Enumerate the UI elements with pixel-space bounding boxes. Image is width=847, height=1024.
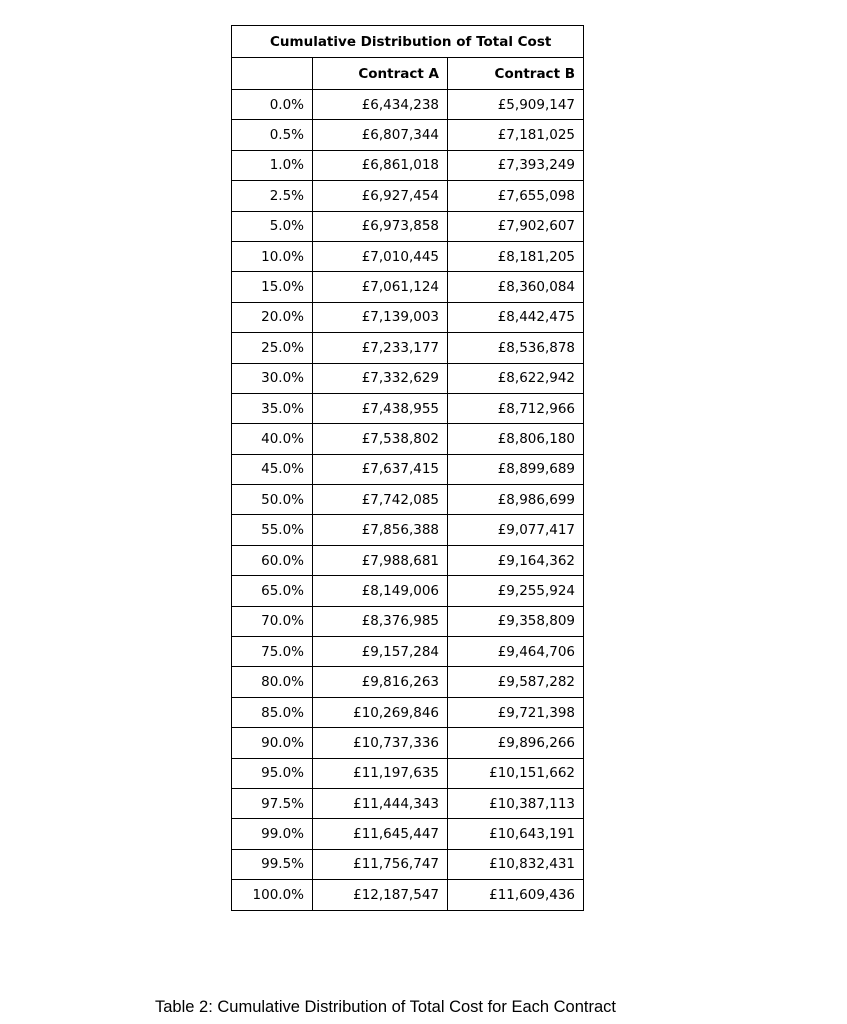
table-title-row — [232, 26, 584, 58]
contract-b-cell: £7,181,025 — [448, 120, 584, 150]
percentile-cell: 100.0% — [232, 880, 313, 910]
contract-b-cell: £8,181,205 — [448, 241, 584, 271]
table-row — [232, 120, 584, 150]
contract-b-cell: £10,387,113 — [448, 788, 584, 818]
contract-a-cell: £10,737,336 — [313, 728, 448, 758]
contract-a-cell: £7,538,802 — [313, 424, 448, 454]
contract-b-cell: £8,806,180 — [448, 424, 584, 454]
percentile-cell: 70.0% — [232, 606, 313, 636]
contract-a-cell: £6,973,858 — [313, 211, 448, 241]
percentile-cell: 15.0% — [232, 272, 313, 302]
contract-a-cell: £7,438,955 — [313, 393, 448, 423]
percentile-cell: 2.5% — [232, 181, 313, 211]
contract-b-cell: £10,643,191 — [448, 819, 584, 849]
percentile-cell: 90.0% — [232, 728, 313, 758]
percentile-cell: 35.0% — [232, 393, 313, 423]
percentile-cell: 99.0% — [232, 819, 313, 849]
contract-a-cell: £7,061,124 — [313, 272, 448, 302]
contract-a-cell: £7,742,085 — [313, 485, 448, 515]
contract-a-cell: £7,856,388 — [313, 515, 448, 545]
table-row — [232, 697, 584, 727]
contract-a-cell: £11,197,635 — [313, 758, 448, 788]
contract-b-cell: £8,986,699 — [448, 485, 584, 515]
percentile-cell: 40.0% — [232, 424, 313, 454]
percentile-cell: 0.5% — [232, 120, 313, 150]
header-contract-b: Contract B — [448, 58, 584, 90]
contract-b-cell: £10,151,662 — [448, 758, 584, 788]
contract-a-cell: £7,332,629 — [313, 363, 448, 393]
table-row — [232, 241, 584, 271]
contract-a-cell: £6,434,238 — [313, 90, 448, 120]
percentile-cell: 25.0% — [232, 333, 313, 363]
distribution-table-container — [231, 25, 583, 911]
contract-b-cell: £9,464,706 — [448, 637, 584, 667]
table-row — [232, 424, 584, 454]
table-header-row — [232, 58, 584, 90]
table-row — [232, 393, 584, 423]
table-body — [232, 90, 584, 911]
contract-a-cell: £8,149,006 — [313, 576, 448, 606]
percentile-cell: 45.0% — [232, 454, 313, 484]
table-row — [232, 333, 584, 363]
header-contract-a: Contract A — [313, 58, 448, 90]
table-row — [232, 728, 584, 758]
contract-a-cell: £7,233,177 — [313, 333, 448, 363]
percentile-cell: 5.0% — [232, 211, 313, 241]
contract-a-cell: £9,157,284 — [313, 637, 448, 667]
contract-b-cell: £9,164,362 — [448, 545, 584, 575]
contract-b-cell: £11,609,436 — [448, 880, 584, 910]
table-row — [232, 576, 584, 606]
contract-a-cell: £7,010,445 — [313, 241, 448, 271]
table-row — [232, 606, 584, 636]
contract-b-cell: £10,832,431 — [448, 849, 584, 879]
contract-b-cell: £9,721,398 — [448, 697, 584, 727]
percentile-cell: 65.0% — [232, 576, 313, 606]
percentile-cell: 95.0% — [232, 758, 313, 788]
contract-b-cell: £8,899,689 — [448, 454, 584, 484]
contract-b-cell: £9,896,266 — [448, 728, 584, 758]
contract-b-cell: £9,077,417 — [448, 515, 584, 545]
table-row — [232, 302, 584, 332]
percentile-cell: 10.0% — [232, 241, 313, 271]
percentile-cell: 60.0% — [232, 545, 313, 575]
contract-a-cell: £10,269,846 — [313, 697, 448, 727]
contract-b-cell: £5,909,147 — [448, 90, 584, 120]
percentile-cell: 1.0% — [232, 150, 313, 180]
table-row — [232, 545, 584, 575]
contract-a-cell: £9,816,263 — [313, 667, 448, 697]
contract-a-cell: £6,927,454 — [313, 181, 448, 211]
table-caption: Table 2: Cumulative Distribution of Total Cost for Each Contract — [155, 998, 616, 1016]
contract-b-cell: £7,655,098 — [448, 181, 584, 211]
table-row — [232, 880, 584, 910]
contract-a-cell: £6,807,344 — [313, 120, 448, 150]
contract-a-cell: £6,861,018 — [313, 150, 448, 180]
table-row — [232, 667, 584, 697]
contract-a-cell: £7,637,415 — [313, 454, 448, 484]
contract-a-cell: £7,988,681 — [313, 545, 448, 575]
contract-b-cell: £9,587,282 — [448, 667, 584, 697]
contract-b-cell: £7,902,607 — [448, 211, 584, 241]
contract-a-cell: £12,187,547 — [313, 880, 448, 910]
percentile-cell: 0.0% — [232, 90, 313, 120]
contract-b-cell: £9,255,924 — [448, 576, 584, 606]
percentile-cell: 50.0% — [232, 485, 313, 515]
table-row — [232, 819, 584, 849]
contract-a-cell: £11,444,343 — [313, 788, 448, 818]
header-percentile — [232, 58, 313, 90]
table-row — [232, 363, 584, 393]
contract-a-cell: £11,645,447 — [313, 819, 448, 849]
contract-a-cell: £7,139,003 — [313, 302, 448, 332]
contract-b-cell: £8,442,475 — [448, 302, 584, 332]
table-row — [232, 454, 584, 484]
contract-b-cell: £8,536,878 — [448, 333, 584, 363]
table-row — [232, 637, 584, 667]
contract-a-cell: £8,376,985 — [313, 606, 448, 636]
percentile-cell: 30.0% — [232, 363, 313, 393]
table-row — [232, 150, 584, 180]
table-row — [232, 211, 584, 241]
percentile-cell: 80.0% — [232, 667, 313, 697]
contract-b-cell: £8,360,084 — [448, 272, 584, 302]
percentile-cell: 85.0% — [232, 697, 313, 727]
percentile-cell: 20.0% — [232, 302, 313, 332]
table-row — [232, 90, 584, 120]
cumulative-distribution-table — [231, 25, 584, 911]
table-row — [232, 788, 584, 818]
table-row — [232, 272, 584, 302]
contract-b-cell: £7,393,249 — [448, 150, 584, 180]
contract-b-cell: £8,622,942 — [448, 363, 584, 393]
table-row — [232, 181, 584, 211]
contract-b-cell: £9,358,809 — [448, 606, 584, 636]
table-row — [232, 758, 584, 788]
contract-a-cell: £11,756,747 — [313, 849, 448, 879]
percentile-cell: 55.0% — [232, 515, 313, 545]
table-title: Cumulative Distribution of Total Cost — [232, 26, 584, 58]
table-row — [232, 485, 584, 515]
percentile-cell: 75.0% — [232, 637, 313, 667]
table-row — [232, 849, 584, 879]
table-row — [232, 515, 584, 545]
percentile-cell: 97.5% — [232, 788, 313, 818]
percentile-cell: 99.5% — [232, 849, 313, 879]
contract-b-cell: £8,712,966 — [448, 393, 584, 423]
